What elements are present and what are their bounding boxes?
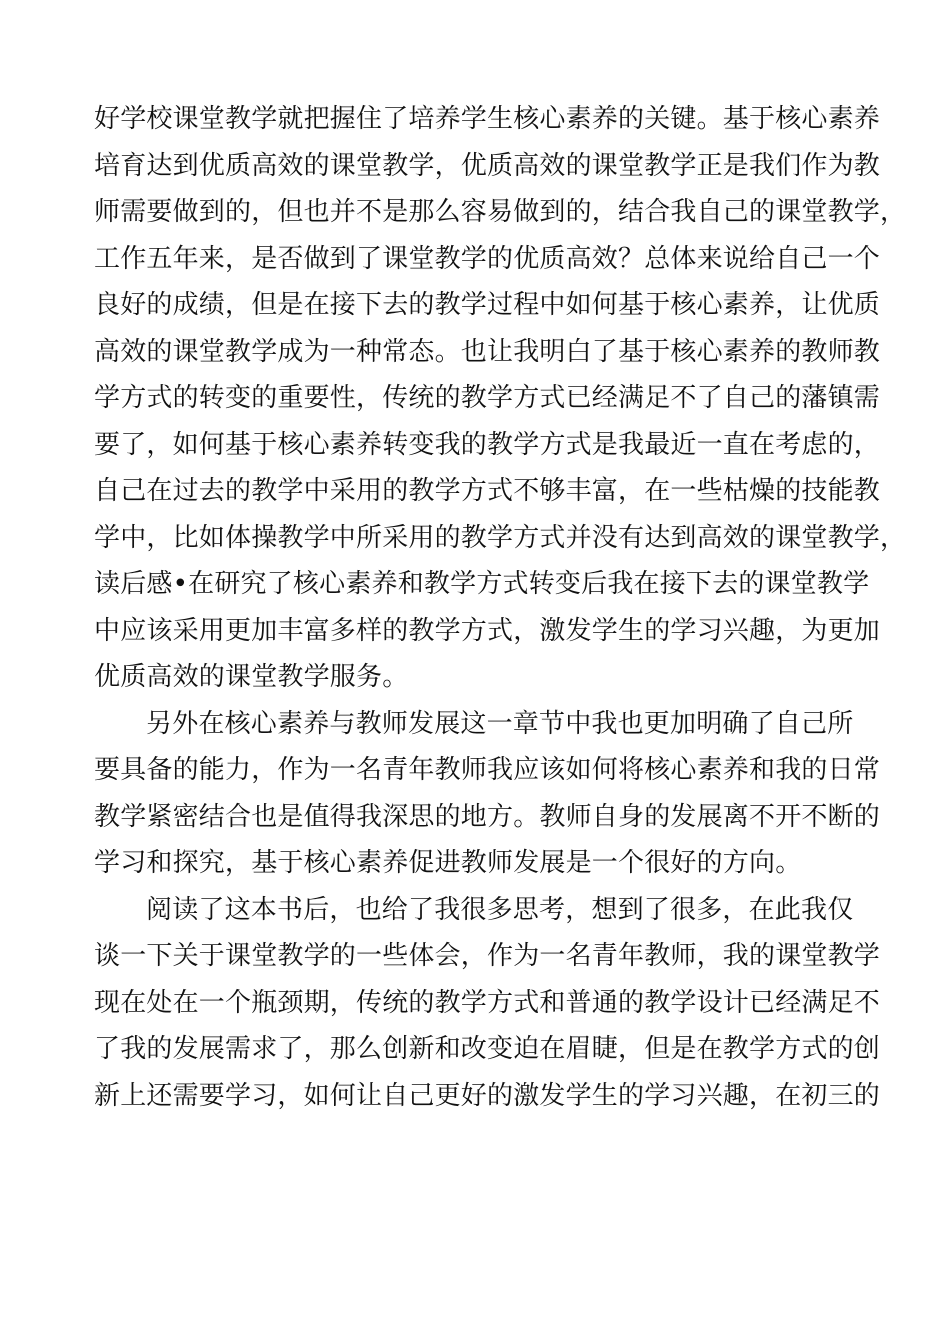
text-line: 谈一下关于课堂教学的一些体会，作为一名青年教师，我的课堂教学: [94, 941, 881, 971]
text-line: 良好的成绩，但是在接下去的教学过程中如何基于核心素养，让优质: [94, 290, 881, 320]
text-line: 阅读了这本书后，也给了我很多思考，想到了很多，在此我仅: [146, 894, 854, 925]
text-line: 优质高效的课堂教学服务。: [94, 662, 409, 692]
text-line: 了我的发展需求了，那么创新和改变迫在眉睫，但是在教学方式的创: [94, 1034, 881, 1064]
text-line: 学中，比如体操教学中所采用的教学方式并没有达到高效的课堂教学，: [94, 522, 907, 553]
text-line: 新上还需要学习，如何让自己更好的激发学生的学习兴趣，在初三的: [94, 1080, 881, 1111]
text-line: 另外在核心素养与教师发展这一章节中我也更加明确了自己所: [146, 708, 854, 739]
text-line: 要具备的能力，作为一名青年教师我应该如何将核心素养和我的日常: [94, 755, 881, 785]
text-line: 要了，如何基于核心素养转变我的教学方式是我最近一直在考虑的，: [94, 429, 881, 460]
text-line: 教学紧密结合也是值得我深思的地方。教师自身的发展离不开不断的: [94, 801, 881, 832]
text-line: 中应该采用更加丰富多样的教学方式，激发学生的学习兴趣，为更加: [94, 615, 881, 646]
text-line: 工作五年来，是否做到了课堂教学的优质高效？总体来说给自己一个: [94, 243, 881, 274]
text-line: 好学校课堂教学就把握住了培养学生核心素养的关键。基于核心素养: [94, 104, 881, 134]
text-line: 自己在过去的教学中采用的教学方式不够丰富，在一些枯燥的技能教: [94, 476, 881, 506]
text-line: 现在处在一个瓶颈期，传统的教学方式和普通的教学设计已经满足不: [94, 987, 881, 1018]
document-body: [94, 96, 907, 1119]
text-line: 学方式的转变的重要性，传统的教学方式已经满足不了自己的藩镇需: [94, 383, 881, 413]
text-line: 培育达到优质高效的课堂教学，优质高效的课堂教学正是我们作为教: [94, 150, 881, 181]
text-line: 读后感•在研究了核心素养和教学方式转变后我在接下去的课堂教学: [94, 569, 870, 599]
text-line: 师需要做到的，但也并不是那么容易做到的，结合我自己的课堂教学，: [94, 197, 907, 227]
text-line: 高效的课堂教学成为一种常态。也让我明白了基于核心素养的教师教: [94, 336, 881, 367]
text-line: 学习和探究，基于核心素养促进教师发展是一个很好的方向。: [94, 848, 802, 878]
